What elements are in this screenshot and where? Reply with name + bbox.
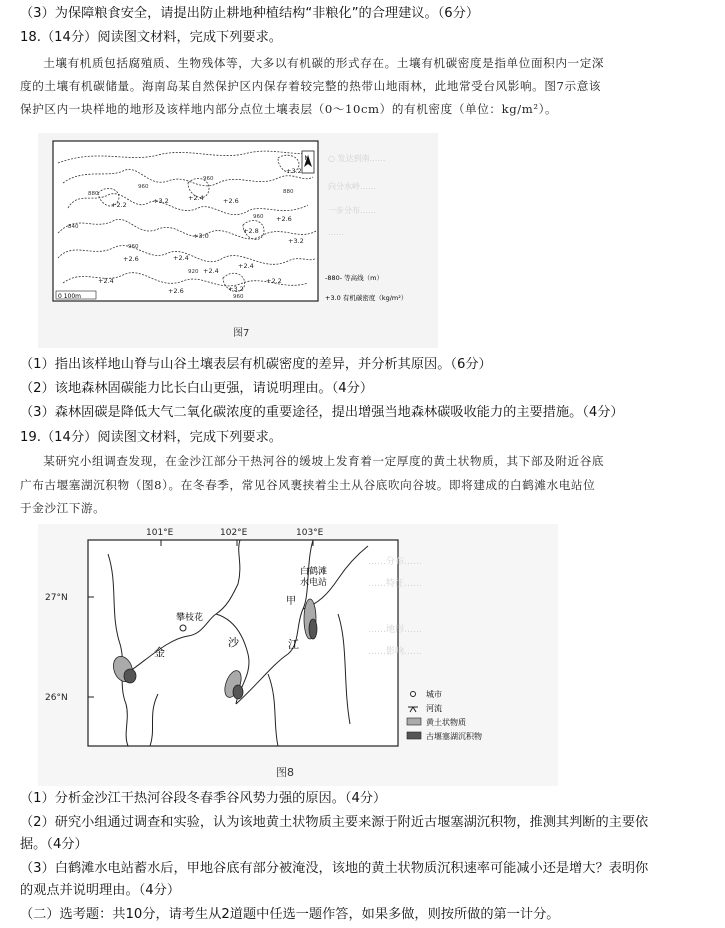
city-label: 攀枝花 <box>176 613 204 623</box>
svg-text:960: 960 <box>253 214 264 220</box>
q17-part3: （3）为保障粮食安全，请提出防止耕地种植结构“非粮化”的合理建议。（6分） <box>20 6 480 21</box>
svg-text:880: 880 <box>88 191 99 197</box>
svg-text:+3.2: +3.2 <box>288 237 304 245</box>
lat-26: 26°N <box>45 693 68 703</box>
north-arrow-icon <box>302 151 314 173</box>
lat-27: 27°N <box>45 593 68 603</box>
q19-question3-line1: （3）白鹤滩水电站蓄水后，甲地谷底有部分被淹没，该地的黄土状物质沉积速率可能减小还是增大？表明你 <box>20 861 649 876</box>
svg-text:960: 960 <box>233 294 244 300</box>
q18-passage-line2: 度的土壤有机碳储量。海南岛某自然保护区内保存着较完整的热带山地雨林，此地常受台风影响。图7示意该 <box>20 79 602 93</box>
svg-text:+2.6: +2.6 <box>223 197 239 205</box>
svg-text:840: 840 <box>68 224 79 230</box>
figure-8 <box>38 524 558 786</box>
q19-question3-line2: 的观点并说明理由。（4分） <box>20 883 181 898</box>
q19-passage-line3: 于金沙江下游。 <box>20 501 106 515</box>
q18-question2: （2）该地森林固碳能力比长白山更强，请说明理由。（4分） <box>20 381 374 396</box>
svg-text:一步分布……: 一步分布…… <box>328 206 376 215</box>
svg-text:920: 920 <box>188 269 199 275</box>
q19-passage-line2: 广布古堰塞湖沉积物（图8）。在冬春季，常见谷风裹挟着尘土从谷底吹向谷坡。即将建成的白鹤滩水电站位 <box>20 478 596 492</box>
svg-text:960: 960 <box>128 244 139 250</box>
svg-text:+2.4: +2.4 <box>188 194 204 202</box>
river-char-sha: 沙 <box>228 636 239 649</box>
scale-bar <box>56 291 96 300</box>
legend-contour: -880- 等高线（m） <box>325 274 383 282</box>
svg-text:880: 880 <box>283 189 294 195</box>
q19-passage-line1: 某研究小组调查发现，在金沙江部分干热河谷的缓坡上发育着一定厚度的黄土状物质，其下部及附近谷底 <box>43 454 605 468</box>
svg-text:+2.6: +2.6 <box>276 215 292 223</box>
figure-7-caption: 图7 <box>233 328 250 339</box>
q19-question1: （1）分析金沙江干热河谷段冬春季谷风势力强的原因。（4分） <box>20 791 387 806</box>
legend-river: 河流 <box>426 704 442 713</box>
svg-text:+3.2: +3.2 <box>228 285 244 293</box>
svg-text:+2.4: +2.4 <box>173 254 189 262</box>
optional-section: （二）选考题：共10分，请考生从2道题中任选一题作答，如果多做，则按所做的第一计分。 <box>20 907 560 922</box>
q18-question3: （3）森林固碳是降低大气二氧化碳浓度的重要途径，提出增强当地森林碳吸收能力的主要措施。（4分） <box>20 405 624 420</box>
svg-text:+2.4: +2.4 <box>238 262 254 270</box>
svg-text:+2.6: +2.6 <box>168 287 184 295</box>
q19-question2-line2: 据。（4分） <box>20 837 88 852</box>
river-char-jin: 金 <box>154 646 165 659</box>
q18-passage-line1: 土壤有机质包括腐殖质、生物残体等，大多以有机碳的形式存在。土壤有机碳密度是指单位面积内一定深 <box>43 56 605 70</box>
figure-7 <box>38 133 438 348</box>
q18-header: 18.（14分）阅读图文材料，完成下列要求。 <box>20 30 282 45</box>
svg-text:……特征……: ……特征…… <box>368 579 423 589</box>
legend-density: +3.0 有机碳密度（kg/m²） <box>325 294 408 302</box>
svg-text:○ 发达到南……: ○ 发达到南…… <box>328 154 386 163</box>
svg-text:+2.2: +2.2 <box>111 201 127 209</box>
svg-text:……: …… <box>328 228 344 237</box>
lon-101: 101°E <box>146 528 174 538</box>
north-label: N <box>304 155 309 162</box>
svg-text:+2.4: +2.4 <box>203 267 219 275</box>
figure-8-caption: 图8 <box>276 766 294 779</box>
svg-text:960: 960 <box>138 184 149 190</box>
svg-text:+2.4: +2.4 <box>98 277 114 285</box>
legend-loess: 黄土状物质 <box>426 718 466 727</box>
q19-header: 19.（14分）阅读图文材料，完成下列要求。 <box>20 430 282 445</box>
q18-passage-line3: 保护区内一块样地的地形及该样地内部分点位土壤表层（0～10cm）的有机密度（单位：kg/m²）。 <box>20 102 558 116</box>
figure-8-map-frame <box>88 540 398 746</box>
svg-text:960: 960 <box>203 176 214 182</box>
river-char-jiang: 江 <box>288 638 299 651</box>
station-label-line1: 白鹤滩 <box>300 567 328 577</box>
svg-text:+2.6: +2.6 <box>123 255 139 263</box>
svg-text:+3.2: +3.2 <box>153 197 169 205</box>
q18-question1: （1）指出该样地山脊与山谷土壤表层有机碳密度的差异，并分析其原因。（6分） <box>20 357 492 372</box>
q19-question2-line1: （2）研究小组通过调查和实验，认为该地黄土状物质主要来源于附近古堰塞湖沉积物，推测其判断的主要依 <box>20 815 649 830</box>
svg-text:……分布……: ……分布…… <box>368 557 423 567</box>
station-label-line2: 水电站 <box>300 578 328 588</box>
svg-text:+2.2: +2.2 <box>266 277 282 285</box>
svg-text:向分水岭……: 向分水岭…… <box>328 182 376 191</box>
point-jia: 甲 <box>286 596 296 607</box>
lon-103: 103°E <box>296 528 324 538</box>
legend-city: 城市 <box>426 690 442 699</box>
svg-text:+3.0: +3.0 <box>193 232 209 240</box>
svg-text:+3.2: +3.2 <box>286 167 302 175</box>
svg-text:+2.8: +2.8 <box>243 227 259 235</box>
legend-lake-sediment: 古堰塞湖沉积物 <box>426 732 482 741</box>
svg-text:……影响……: ……影响…… <box>368 647 423 657</box>
city-marker-icon <box>180 625 186 631</box>
svg-text:……地形……: ……地形…… <box>368 625 423 635</box>
scale-label: 0 100m <box>58 293 82 300</box>
lon-102: 102°E <box>220 528 248 538</box>
